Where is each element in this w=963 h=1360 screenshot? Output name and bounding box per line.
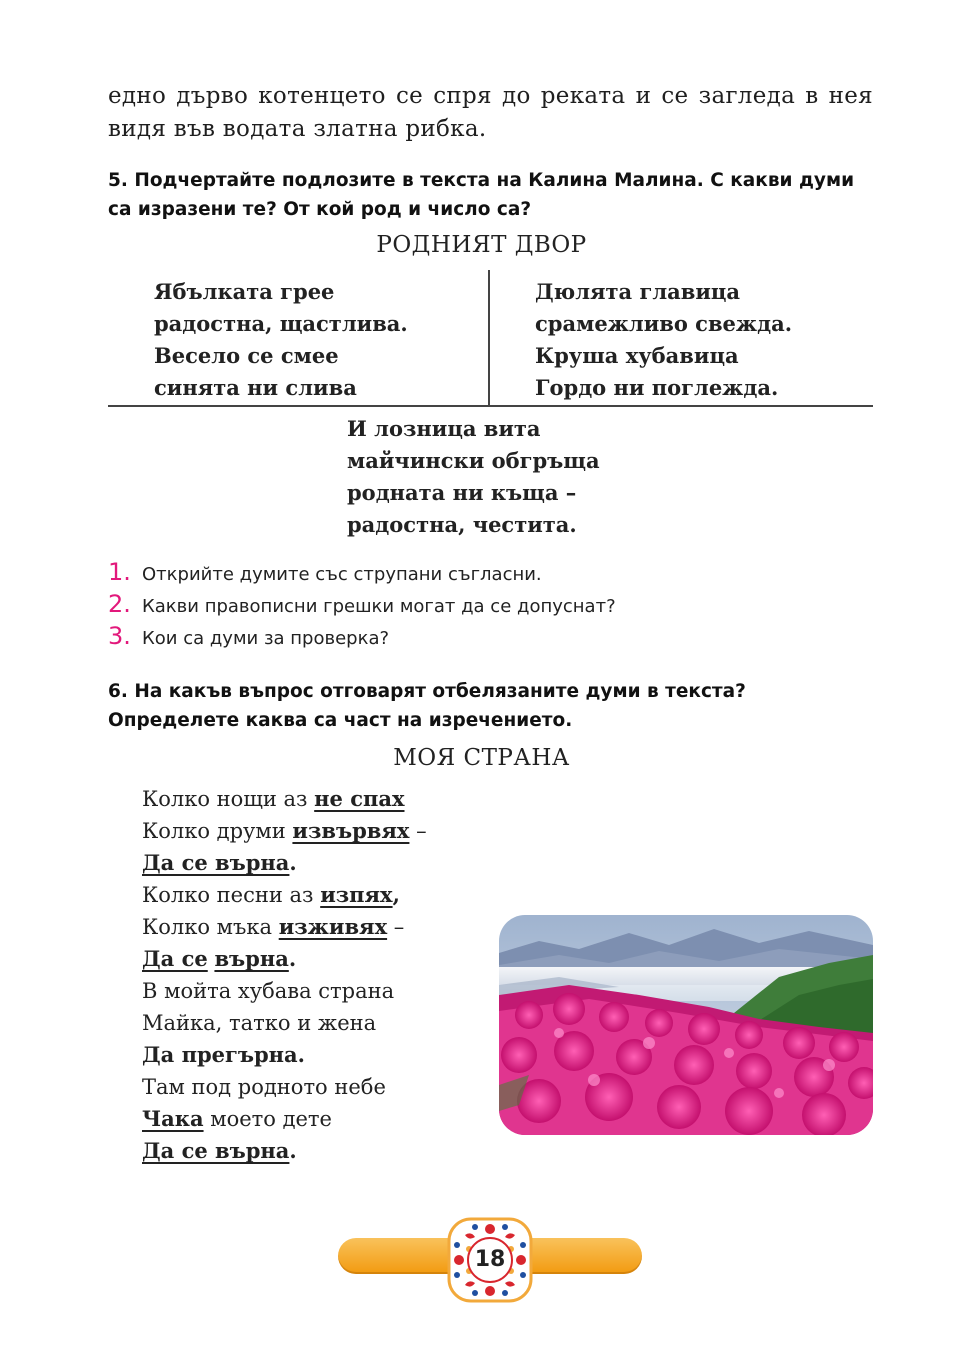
- underlined-word: Да се: [142, 946, 208, 971]
- poem-line: синята ни слива: [154, 375, 357, 400]
- poem-1-left-stanza: [154, 276, 408, 404]
- question-item: [108, 590, 616, 622]
- question-text: Открийте думите със струпани съгласни.: [142, 564, 542, 585]
- poem-line: Весело се смее: [154, 343, 339, 368]
- stanza-horizontal-divider: [108, 405, 873, 407]
- question-number: 3.: [108, 622, 131, 650]
- poem-1-bottom-stanza: [347, 413, 600, 541]
- poem-line: радостна, щастлива.: [154, 311, 408, 336]
- poem-line: Колко нощи аз не спах: [142, 786, 405, 811]
- poem-line: Колко песни аз изпях,: [142, 882, 400, 907]
- task-5-heading: 5. Подчертайте подлозите в текста на Калина Малина. С какви думи са изразени те? От кой род и число са?: [108, 170, 855, 220]
- poem-line: Колко друми извървях –: [142, 818, 427, 843]
- page-number: 18: [474, 1247, 506, 1272]
- poem-line: Чака моето дете: [142, 1106, 332, 1131]
- poem-line: Да се върна.: [142, 946, 297, 971]
- underlined-word: изпях: [320, 882, 393, 907]
- intro-line-1: едно дърво котенцето се спря до реката и се загледа в нея: [108, 83, 873, 109]
- poem-line: Майка, татко и жена: [142, 1011, 377, 1035]
- underlined-word: не спах: [314, 786, 405, 811]
- underlined-word: Да се върна: [142, 850, 290, 875]
- underlined-word: Да се върна: [142, 1138, 290, 1163]
- intro-paragraph: [108, 80, 873, 146]
- poem-line: Там под родното небе: [142, 1075, 386, 1099]
- poem-1-title: РОДНИЯТ ДВОР: [376, 232, 587, 258]
- question-number: 2.: [108, 590, 131, 618]
- underlined-word: върна: [214, 946, 289, 971]
- question-item: [108, 558, 616, 590]
- question-list: [108, 558, 616, 654]
- poem-line: Да се върна.: [142, 850, 297, 875]
- landscape-photo: [499, 915, 873, 1135]
- question-text: Какви правописни грешки могат да се допуснат?: [142, 596, 616, 617]
- question-text: Кои са думи за проверка?: [142, 628, 390, 649]
- poem-line: Да се върна.: [142, 1138, 297, 1163]
- stanza-vertical-divider: [488, 270, 490, 406]
- task-6-heading: 6. На какъв въпрос отговарят отбелязаните думи в текста? Определете каква са част на изречението.: [108, 681, 746, 731]
- poem-line: Да прегърна.: [142, 1042, 305, 1067]
- poem-1-right-stanza: [535, 276, 792, 404]
- poem-2-text: [142, 783, 427, 1167]
- poem-line: радостна, честита.: [347, 512, 577, 537]
- underlined-word: Чака: [142, 1106, 204, 1131]
- poem-line: срамежливо свежда.: [535, 311, 793, 336]
- poem-line: Дюлята главица: [535, 279, 741, 304]
- poem-line: Гордо ни поглежда.: [535, 375, 779, 400]
- underlined-word: изживях: [278, 914, 388, 939]
- poem-line: майчински обгръща: [347, 448, 600, 473]
- poem-line: В мойта хубава страна: [142, 979, 395, 1003]
- poem-line: Круша хубавица: [535, 343, 739, 368]
- question-number: 1.: [108, 558, 131, 586]
- question-item: [108, 622, 616, 654]
- underlined-word: извървях: [292, 818, 410, 843]
- poem-line: И лозница вита: [347, 416, 541, 441]
- poem-line: родната ни къща –: [347, 480, 577, 505]
- poem-line: Ябълката грее: [154, 279, 335, 304]
- poem-2-title: МОЯ СТРАНА: [393, 745, 570, 771]
- intro-line-2: видя във водата златна рибка.: [108, 116, 487, 142]
- poem-line: Колко мъка изживях –: [142, 914, 405, 939]
